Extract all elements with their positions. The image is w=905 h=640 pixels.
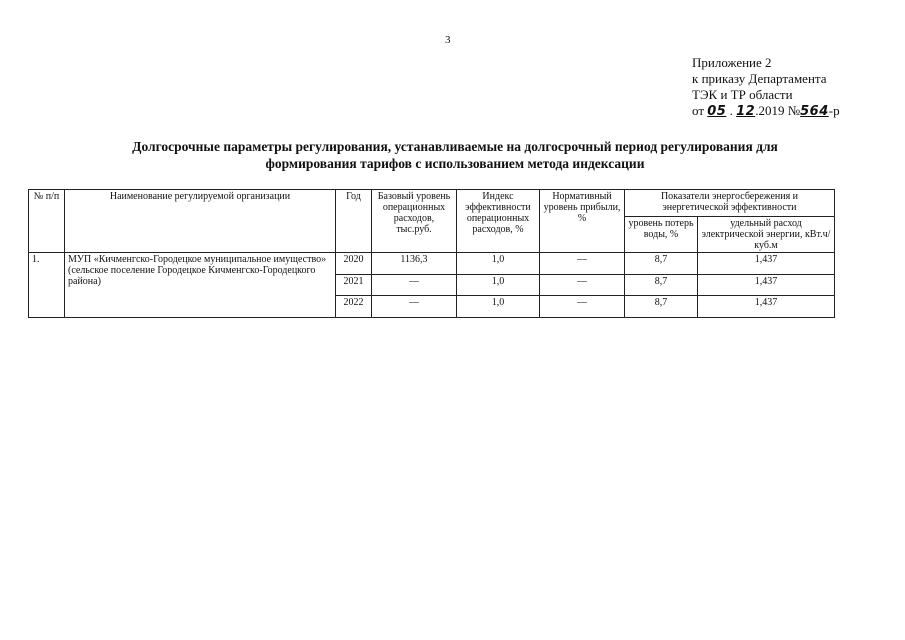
organization-name: МУП «Кичменгско-Городецкое муниципальное имущество» (сельское поселение Городецкое Кичменгско-Городецкого района) xyxy=(65,253,336,318)
header-water-loss: уровень потерь воды, % xyxy=(625,217,698,253)
row-number: 1. xyxy=(29,253,65,318)
order-suffix: -р xyxy=(828,103,840,118)
header-efficiency-index: Индекс эффективности операционных расходов, % xyxy=(457,190,540,253)
date-separator: . xyxy=(726,103,737,118)
base-cell: — xyxy=(372,275,457,296)
base-cell: — xyxy=(372,296,457,318)
loss-cell: 8,7 xyxy=(625,296,698,318)
appendix-line-3: ТЭК и ТР области xyxy=(692,87,793,102)
parameters-table xyxy=(28,189,835,318)
date-day-handwritten: 05 xyxy=(707,104,727,119)
date-prefix: от xyxy=(692,103,708,118)
year-cell: 2022 xyxy=(336,296,372,318)
header-org: Наименование регулируемой организации xyxy=(65,190,336,253)
index-cell: 1,0 xyxy=(457,253,540,275)
title-line-2: формирования тарифов с использованием метода индексации xyxy=(265,156,645,171)
base-cell: 1136,3 xyxy=(372,253,457,275)
consumption-cell: 1,437 xyxy=(698,253,835,275)
document-title xyxy=(60,138,850,172)
consumption-cell: 1,437 xyxy=(698,275,835,296)
header-base-level: Базовый уровень операционных расходов, тыс.руб. xyxy=(372,190,457,253)
order-number-handwritten: 564 xyxy=(800,104,829,119)
header-num: № п/п xyxy=(29,190,65,253)
page-number: 3 xyxy=(445,34,451,46)
appendix-date-line xyxy=(692,103,840,120)
index-cell: 1,0 xyxy=(457,275,540,296)
consumption-cell: 1,437 xyxy=(698,296,835,318)
profit-cell: — xyxy=(540,275,625,296)
header-electricity-consumption: удельный расход электрической энергии, кВт.ч/куб.м xyxy=(698,217,835,253)
appendix-line-2: к приказу Департамента xyxy=(692,71,827,86)
header-year: Год xyxy=(336,190,372,253)
profit-cell: — xyxy=(540,296,625,318)
index-cell: 1,0 xyxy=(457,296,540,318)
header-profit-level: Нормативный уровень прибыли, % xyxy=(540,190,625,253)
date-month-handwritten: 12 xyxy=(736,104,756,119)
header-energy-saving: Показатели энергосбережения и энергетической эффективности xyxy=(625,190,835,217)
appendix-block xyxy=(692,55,840,120)
loss-cell: 8,7 xyxy=(625,275,698,296)
appendix-line-1: Приложение 2 xyxy=(692,55,772,70)
loss-cell: 8,7 xyxy=(625,253,698,275)
title-line-1: Долгосрочные параметры регулирования, устанавливаемые на долгосрочный период регулирования для xyxy=(132,139,778,154)
profit-cell: — xyxy=(540,253,625,275)
year-cell: 2020 xyxy=(336,253,372,275)
year-cell: 2021 xyxy=(336,275,372,296)
table-row xyxy=(29,253,835,275)
date-year: .2019 № xyxy=(755,103,801,118)
